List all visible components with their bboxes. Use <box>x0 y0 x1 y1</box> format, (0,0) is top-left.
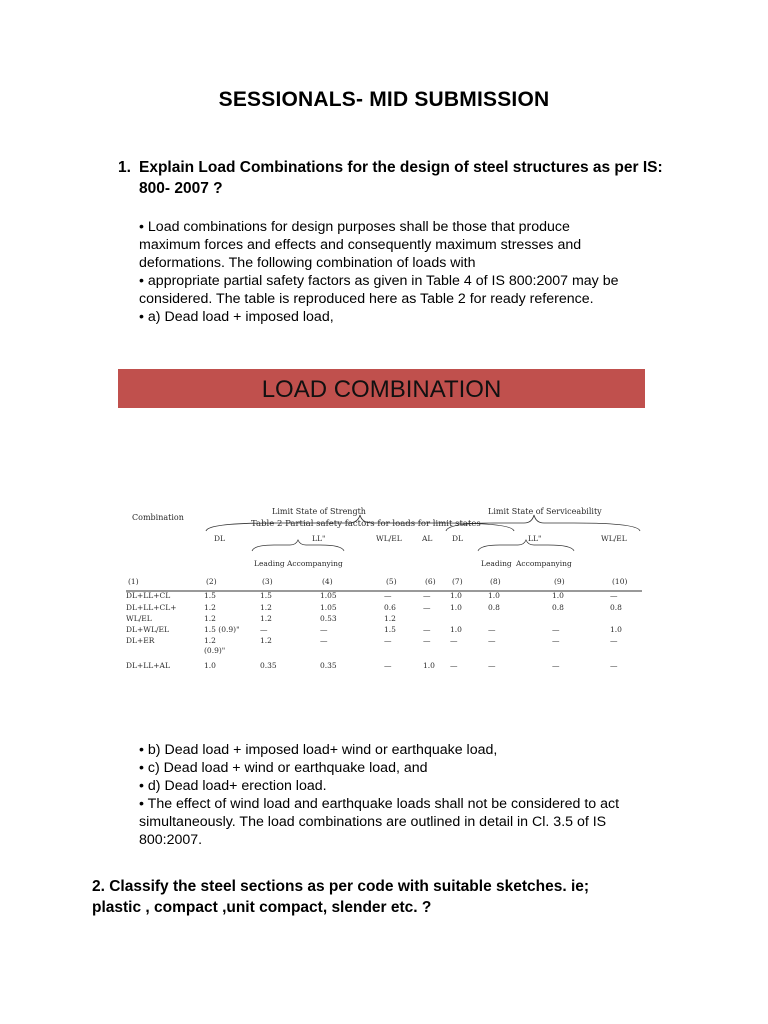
table-cell: — <box>488 661 496 670</box>
row-label: DL+ER <box>126 636 155 645</box>
load-combination-banner: LOAD COMBINATION <box>118 369 645 408</box>
table-cell: — <box>384 636 392 645</box>
row-label: DL+LL+CL <box>126 591 171 600</box>
question-1 <box>118 157 678 199</box>
table-cell: — <box>610 591 618 600</box>
combination-header: Combination <box>132 513 184 522</box>
table-cell: — <box>552 636 560 645</box>
column-number: (4) <box>322 577 333 586</box>
strength-header: Limit State of Strength <box>272 507 366 516</box>
table-cell: — <box>423 625 431 634</box>
accompanying-header: Accompanying <box>516 559 572 568</box>
accompanying-header: Accompanying <box>287 559 343 568</box>
column-number: (10) <box>612 577 628 586</box>
intro-line: • appropriate partial safety factors as given in Table 4 of IS 800:2007 may be <box>139 273 619 289</box>
row-label: DL+LL+CL+ <box>126 603 177 612</box>
row-label: DL+WL/EL <box>126 625 169 634</box>
table-cell: — <box>320 625 328 634</box>
question-1-text: Explain Load Combinations for the design of steel structures as per IS: 800- 2007 ? <box>139 159 663 197</box>
column-number: (2) <box>206 577 217 586</box>
serviceability-header: Limit State of Serviceability <box>488 507 602 516</box>
table-caption: Table 2 Partial safety factors for loads for limit states <box>251 519 481 529</box>
table-cell: — <box>384 661 392 670</box>
table-cell: 0.8 <box>552 603 564 612</box>
table-cell: 1.0 <box>488 591 500 600</box>
combination-line: simultaneously. The load combinations are outlined in detail in Cl. 3.5 of IS <box>139 814 607 830</box>
table-cell: 1.0 <box>450 603 462 612</box>
table-cell: — <box>488 636 496 645</box>
row-label: WL/EL <box>126 614 152 623</box>
table-cell: — <box>260 625 268 634</box>
sub-header: DL <box>452 534 463 543</box>
column-number: (9) <box>554 577 565 586</box>
row-label: DL+LL+AL <box>126 661 170 670</box>
partial-safety-factor-table <box>124 505 644 677</box>
column-number: (7) <box>452 577 463 586</box>
combination-line: • c) Dead load + wind or earthquake load, and <box>139 760 428 776</box>
table-cell: 0.53 <box>320 614 337 623</box>
leading-header: Leading <box>481 559 512 568</box>
combinations-paragraph <box>139 741 679 849</box>
table-cell: 1.0 <box>610 625 622 634</box>
table-cell: 1.0 <box>552 591 564 600</box>
table-cell: 1.2 <box>204 603 216 612</box>
combination-line: 800:2007. <box>139 832 203 848</box>
combination-line: • The effect of wind load and earthquake loads shall not be considered to act <box>139 796 620 812</box>
table-cell: 1.0 <box>450 591 462 600</box>
column-number: (8) <box>490 577 501 586</box>
question-2 <box>92 876 652 918</box>
table-cell: 1.5 <box>204 591 216 600</box>
table-cell: 1.2 <box>260 614 272 623</box>
combination-line: • b) Dead load + imposed load+ wind or earthquake load, <box>139 742 498 758</box>
intro-line: • a) Dead load + imposed load, <box>139 309 334 325</box>
column-number: (6) <box>425 577 436 586</box>
table-cell: 1.5 (0.9)" <box>204 625 240 634</box>
table-cell: — <box>552 625 560 634</box>
table-cell: — <box>320 636 328 645</box>
column-number: (1) <box>128 577 139 586</box>
table-cell: — <box>423 591 431 600</box>
table-cell: 1.0 <box>423 661 435 670</box>
page-title: SESSIONALS- MID SUBMISSION <box>218 88 550 111</box>
sub-header: WL/EL <box>601 534 627 543</box>
table-cell: 1.05 <box>320 591 337 600</box>
table-cell: 1.2 <box>260 603 272 612</box>
table-cell: 0.35 <box>320 661 337 670</box>
table-cell: — <box>610 636 618 645</box>
table-cell: (0.9)" <box>204 646 226 655</box>
table-cell: 1.5 <box>384 625 396 634</box>
sub-header: DL <box>214 534 225 543</box>
table-cell: — <box>610 661 618 670</box>
table-cell: 1.05 <box>320 603 337 612</box>
table-cell: 0.6 <box>384 603 396 612</box>
leading-header: Leading <box>254 559 285 568</box>
question-1-number: 1. <box>118 159 131 176</box>
table-cell: 1.5 <box>260 591 272 600</box>
table-cell: 1.2 <box>204 636 216 645</box>
column-number: (5) <box>386 577 397 586</box>
intro-line: deformations. The following combination of loads with <box>139 255 476 271</box>
intro-line: considered. The table is reproduced here as Table 2 for ready reference. <box>139 291 594 307</box>
table-cell: — <box>450 636 458 645</box>
table-cell: 1.2 <box>384 614 396 623</box>
table-cell: — <box>488 625 496 634</box>
question-2-line: plastic , compact ,unit compact, slender etc. ? <box>92 899 432 916</box>
sub-header: WL/EL <box>376 534 402 543</box>
sub-header: LL" <box>528 534 542 543</box>
combination-line: • d) Dead load+ erection load. <box>139 778 327 794</box>
table-cell: 1.0 <box>204 661 216 670</box>
table-cell: 1.0 <box>450 625 462 634</box>
sub-header: LL" <box>312 534 326 543</box>
intro-paragraph <box>139 218 679 326</box>
table-cell: — <box>423 636 431 645</box>
sub-header: AL <box>422 534 433 543</box>
table-cell: — <box>423 603 431 612</box>
table-cell: 0.8 <box>488 603 500 612</box>
intro-line: • Load combinations for design purposes shall be those that produce <box>139 219 570 235</box>
table-cell: — <box>384 591 392 600</box>
table-cell: — <box>450 661 458 670</box>
table-cell: — <box>552 661 560 670</box>
question-2-line: 2. Classify the steel sections as per code with suitable sketches. ie; <box>92 878 590 895</box>
table-cell: 1.2 <box>204 614 216 623</box>
table-cell: 0.35 <box>260 661 277 670</box>
intro-line: maximum forces and effects and consequently maximum stresses and <box>139 237 582 253</box>
column-number: (3) <box>262 577 273 586</box>
table-cell: 0.8 <box>610 603 622 612</box>
table-cell: 1.2 <box>260 636 272 645</box>
